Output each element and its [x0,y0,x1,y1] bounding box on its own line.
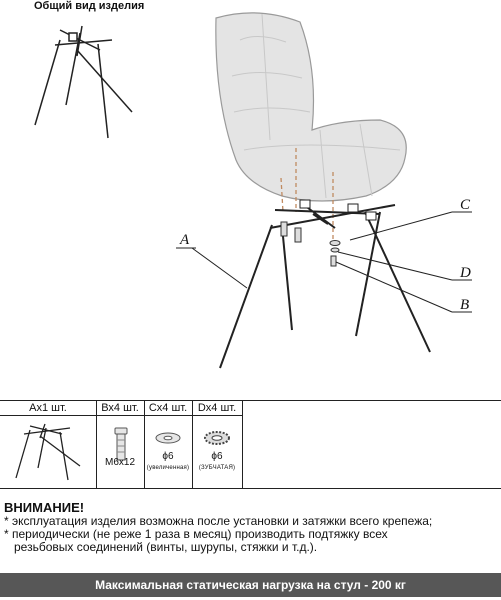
warning-line-3: резьбовых соединений (винты, шурупы, стяжки и т.д.). [14,540,318,554]
warning-title: ВНИМАНИЕ! [4,500,85,515]
frame-part-icon [16,424,80,480]
part-b-caption: М6х12 [104,457,135,468]
warning-line-2: * периодически (не реже 1 раза в месяц) производить подтяжку всех [4,527,388,541]
washer-part-icon [156,433,180,443]
warning-line-1: * эксплуатация изделия возможна после установки и затяжки всего крепежа; [4,514,433,528]
chair-leg-frame [220,200,430,368]
callout-lines [176,212,472,312]
max-load-banner: Максимальная статическая нагрузка на стул - 200 кг [0,573,501,597]
bolt-hardware [281,222,340,266]
part-c-header: Сх4 шт. [148,402,188,414]
toothed-washer-part-icon [205,432,229,444]
part-d-header: Dх4 шт. [197,402,237,414]
overview-frame-drawing [35,26,132,138]
bolt-part-icon [115,428,127,460]
callout-c: C [460,197,471,213]
chair-seat-shell [216,13,406,201]
part-d-note: (ЗУБЧАТАЯ) [198,465,236,471]
page-title: Общий вид изделия [34,0,145,12]
part-c-note: (увеличенная) [146,465,190,471]
parts-table [0,400,501,489]
warning-section [0,500,501,554]
part-a-header: Ах1 шт. [29,402,67,414]
part-d-size: ϕ6 [211,451,223,462]
callout-d: D [460,265,471,281]
callout-b: B [460,297,470,313]
part-b-header: Вх4 шт. [101,402,139,414]
part-c-size: ϕ6 [162,451,174,462]
callout-a: A [180,232,190,248]
